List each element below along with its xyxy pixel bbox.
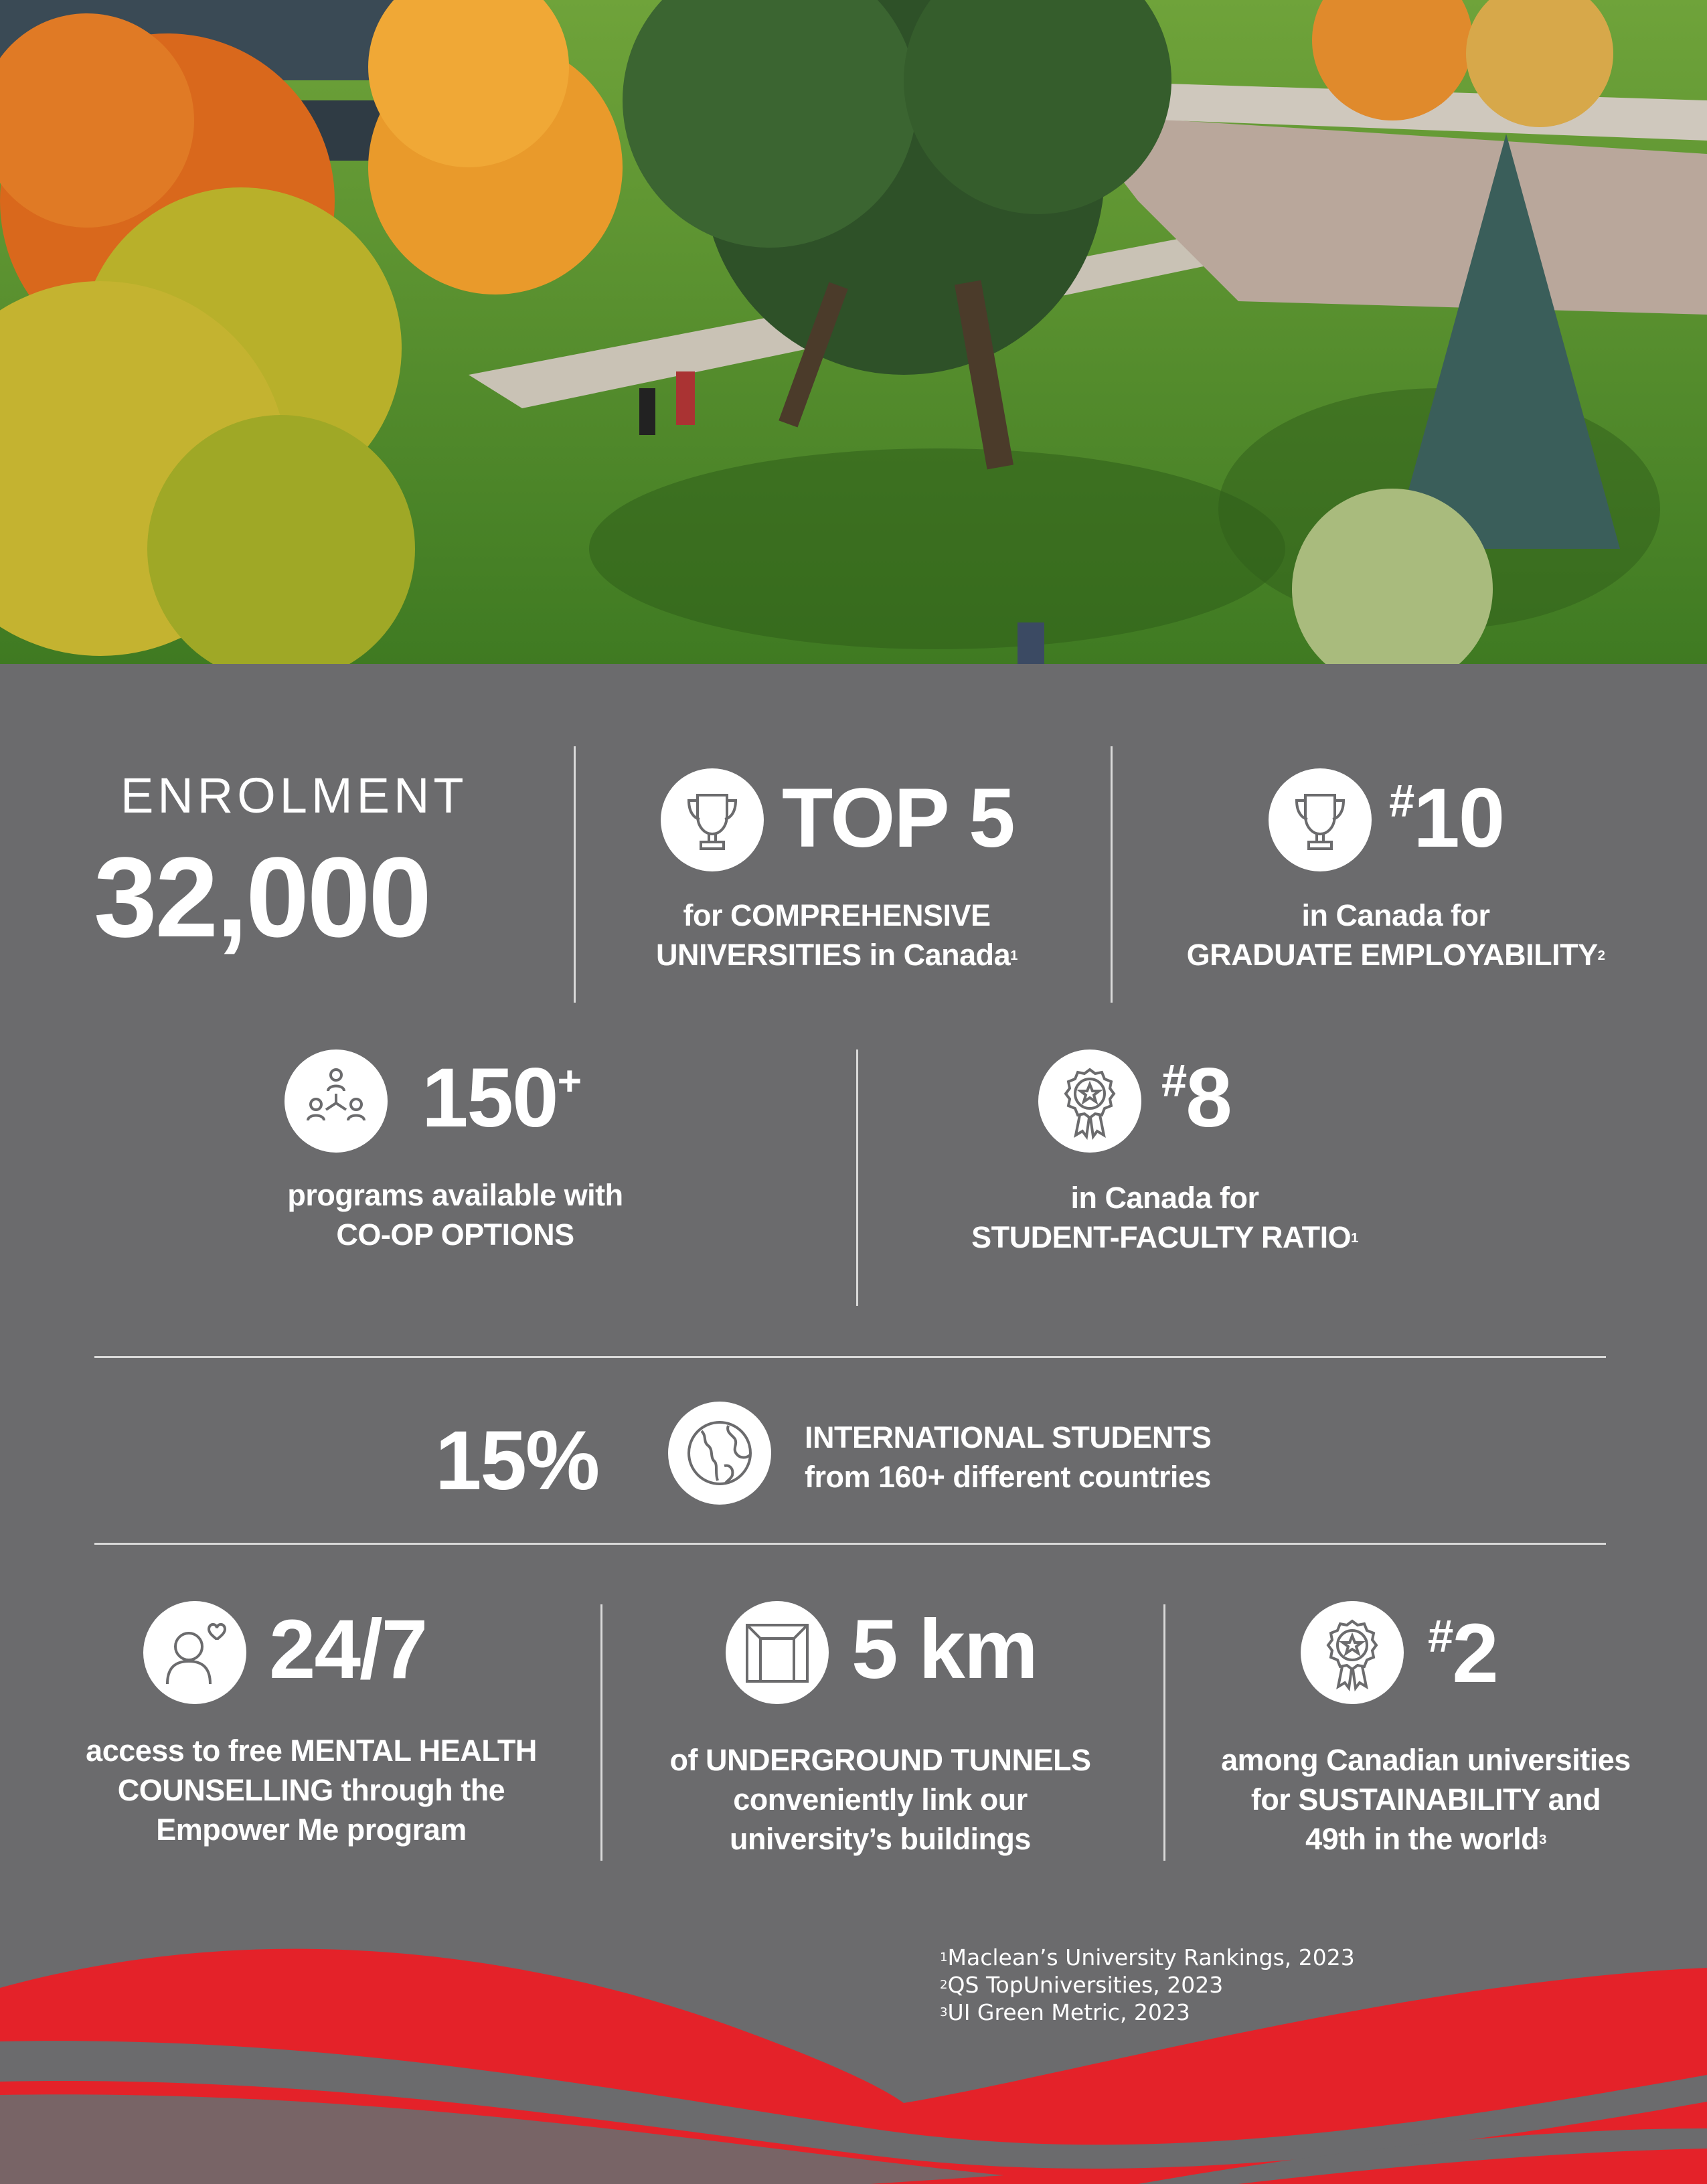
programs-value [422,1052,581,1145]
rank2-hash: # [1428,1610,1453,1663]
rank2-line1: among Canadian universities [1221,1743,1631,1777]
international-value [435,1414,599,1507]
mental-value-text: 24/7 [269,1603,427,1696]
footnote-2: $^2$QS TopUniversities, 2023 [940,1972,1224,1998]
rank10-footnote-ref: 2 [1597,948,1605,964]
rank10-value [1389,772,1504,865]
top5-value-text: TOP 5 [782,772,1014,865]
rank8-line1: in Canada for [1070,1181,1259,1215]
divider [600,1604,602,1861]
network-people-icon [284,1049,388,1153]
divider [1111,746,1113,1003]
rank2-value [1428,1607,1497,1700]
rank10-description [1138,896,1653,975]
mental-line3: Empower Me program [156,1813,467,1847]
divider [1163,1604,1165,1861]
programs-line1: programs available with [287,1178,623,1212]
rank10-line1: in Canada for [1301,898,1490,932]
campus-photo [0,0,1707,664]
footnote-3: $^3$UI Green Metric, 2023 [940,1999,1190,2025]
rank10-line2: GRADUATE EMPLOYABILITY [1186,938,1598,972]
tunnels-description [643,1740,1118,1859]
mental-value [269,1603,427,1696]
top5-line1: for COMPREHENSIVE [683,898,991,932]
rank8-value [1161,1052,1231,1145]
divider [574,746,576,1003]
rank2-number: 2 [1452,1607,1497,1700]
mental-description [60,1731,562,1849]
globe-icon [668,1402,771,1505]
international-line1: INTERNATIONAL STUDENTS [805,1420,1212,1454]
international-description [805,1418,1407,1497]
enrolment-stat [94,768,509,961]
award-ribbon-icon [1038,1049,1141,1153]
footnote-1: $^1$Maclean’s University Rankings, 2023 [940,1944,1355,1970]
award-ribbon-icon [1301,1601,1404,1704]
tunnels-line2: conveniently link our [733,1782,1028,1817]
rank10-hash: # [1389,775,1414,827]
mental-line1: access to free MENTAL HEALTH [86,1734,537,1768]
rank10-number: 10 [1413,772,1504,865]
rank8-description [930,1178,1399,1257]
footnotes [940,1944,1355,2026]
tunnel-icon [726,1601,829,1704]
rank2-description [1192,1740,1660,1859]
tunnels-line1: of UNDERGROUND TUNNELS [669,1743,1091,1777]
divider [94,1356,1606,1358]
enrolment-value: 32,000 [94,834,430,961]
tunnels-value-text: 5 km [851,1603,1037,1696]
programs-line2: CO-OP OPTIONS [336,1217,574,1252]
programs-plus: + [557,1058,581,1105]
rank8-footnote-ref: 1 [1351,1231,1358,1246]
tunnels-value [851,1603,1037,1696]
rank8-hash: # [1161,1055,1186,1107]
rank2-footnote-ref: 3 [1539,1833,1546,1848]
programs-number: 150 [422,1052,558,1145]
person-heart-icon [143,1601,246,1704]
trophy-icon [1269,768,1372,871]
programs-description [234,1175,676,1254]
top5-footnote-ref: 1 [1010,948,1018,964]
trophy-icon [661,768,764,871]
rank8-line2: STUDENT-FACULTY RATIO [971,1220,1352,1254]
international-line2: from 160+ different countries [805,1460,1211,1494]
top5-line2: UNIVERSITIES in Canada [656,938,1011,972]
mental-line2: COUNSELLING through the [117,1773,505,1807]
red-wave-decoration [0,1928,1707,2184]
top5-description [602,896,1071,975]
divider [94,1543,1606,1545]
rank2-line3: 49th in the world [1305,1822,1540,1856]
enrolment-label: ENROLMENT [120,768,468,823]
tunnels-line3: university’s buildings [730,1822,1031,1856]
rank8-number: 8 [1186,1052,1231,1145]
divider [856,1049,858,1306]
top5-value [782,772,1014,865]
rank2-line2: for SUSTAINABILITY and [1250,1782,1601,1817]
international-value-text: 15% [435,1414,599,1507]
